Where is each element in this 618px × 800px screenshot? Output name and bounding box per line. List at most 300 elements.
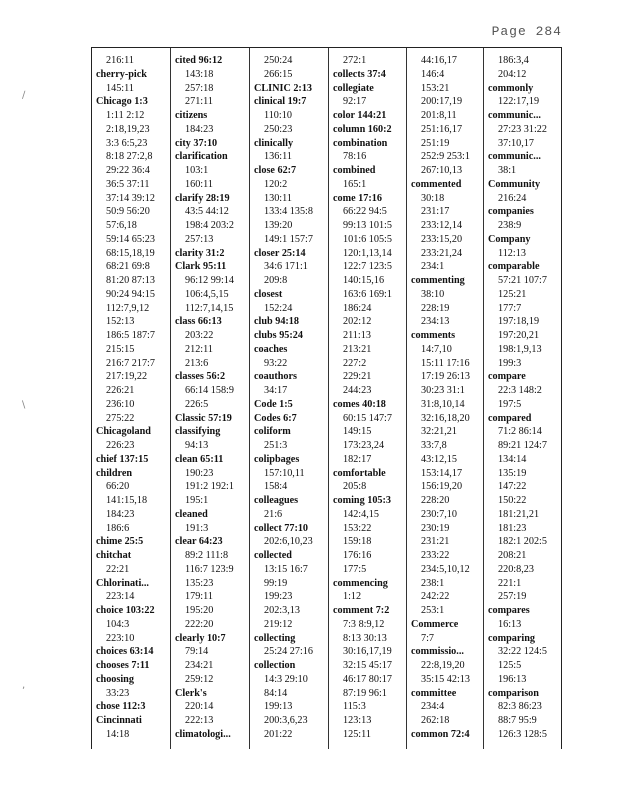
index-reference: 133:4 135:8 — [264, 206, 313, 218]
index-reference: 234:4 — [421, 701, 445, 713]
index-term: combination — [333, 137, 388, 149]
index-reference: 226:5 — [185, 398, 209, 410]
index-reference: 115:3 — [343, 701, 366, 713]
index-term: common 72:4 — [411, 728, 470, 740]
index-reference: 233:21,24 — [421, 247, 463, 259]
index-term: clarification — [175, 151, 228, 163]
index-reference: 173:23,24 — [343, 440, 385, 451]
index-reference: 250:24 — [264, 55, 293, 66]
index-reference: 216:11 — [106, 55, 134, 66]
index-reference: 259:12 — [185, 673, 214, 685]
index-reference: 262:18 — [421, 715, 450, 726]
index-reference: 208:21 — [498, 550, 527, 561]
index-reference: 7:3 8:9,12 — [343, 618, 385, 630]
index-reference: 209:8 — [264, 275, 288, 286]
index-term: come 17:16 — [333, 192, 382, 204]
index-reference: 216:24 — [498, 192, 527, 204]
index-reference: 226:23 — [106, 440, 135, 451]
index-reference: 135:23 — [185, 577, 214, 589]
index-reference: 257:19 — [498, 591, 527, 603]
index-term: chooses 7:11 — [96, 660, 150, 671]
index-reference: 66:14 158:9 — [185, 385, 234, 396]
index-reference: 231:21 — [421, 536, 450, 548]
index-term: chief 137:15 — [96, 453, 149, 465]
index-reference: 35:15 42:13 — [421, 673, 470, 685]
index-reference: 38:10 — [421, 288, 445, 300]
index-reference: 242:22 — [421, 591, 450, 603]
index-reference: 15:11 17:16 — [421, 357, 470, 369]
index-term: commented — [411, 178, 462, 190]
index-reference: 66:22 94:5 — [343, 206, 387, 218]
index-reference: 112:7,9,12 — [106, 302, 150, 314]
index-reference: 14:18 — [106, 728, 130, 740]
index-reference: 123:13 — [343, 715, 372, 726]
index-term: colleagues — [254, 495, 299, 506]
index-reference: 199:13 — [264, 701, 293, 713]
index-reference: 197:20,21 — [498, 330, 540, 341]
index-reference: 145:11 — [106, 82, 134, 94]
index-reference: 250:23 — [264, 123, 293, 135]
index-reference: 147:22 — [498, 481, 527, 493]
index-reference: 104:3 — [106, 618, 130, 630]
index-column — [407, 54, 483, 748]
index-reference: 3:3 6:5,23 — [106, 137, 148, 149]
index-reference: 231:17 — [421, 206, 450, 218]
index-term: commonly — [488, 82, 534, 94]
index-column — [484, 54, 561, 748]
index-reference: 266:15 — [264, 68, 293, 80]
index-reference: 46:17 80:17 — [343, 673, 392, 685]
index-reference: 205:8 — [343, 481, 367, 493]
index-reference: 201:8,11 — [421, 110, 457, 121]
index-term: close 62:7 — [254, 165, 297, 176]
index-reference: 227:2 — [343, 357, 367, 369]
index-term: class 66:13 — [175, 316, 222, 328]
index-reference: 221:1 — [498, 577, 522, 589]
index-term: compares — [488, 605, 530, 616]
index-reference: 222:20 — [185, 618, 214, 630]
index-reference: 198:4 203:2 — [185, 220, 234, 231]
index-term: Code 1:5 — [254, 398, 293, 410]
index-reference: 78:16 — [343, 151, 367, 163]
index-reference: 143:18 — [185, 68, 214, 80]
index-term: cleaned — [175, 508, 208, 520]
margin-mark: , — [22, 680, 26, 691]
index-term: Chicago 1:3 — [96, 96, 148, 108]
index-reference: 88:7 95:9 — [498, 715, 537, 726]
margin-mark: ∖ — [20, 400, 27, 411]
index-reference: 87:19 96:1 — [343, 687, 387, 699]
index-reference: 219:12 — [264, 618, 293, 630]
index-reference: 165:1 — [343, 178, 367, 190]
index-reference: 71:2 86:14 — [498, 426, 542, 438]
index-reference: 110:10 — [264, 110, 292, 121]
index-reference: 251:19 — [421, 137, 450, 149]
index-reference: 253:1 — [421, 605, 445, 616]
index-reference: 195:1 — [185, 495, 209, 506]
index-reference: 122:17,19 — [498, 96, 540, 108]
index-reference: 13:15 16:7 — [264, 563, 308, 575]
index-reference: 200:17,19 — [421, 96, 463, 108]
index-term: closest — [254, 288, 283, 300]
index-term: combined — [333, 165, 376, 176]
index-column — [171, 54, 249, 748]
index-reference: 257:13 — [185, 233, 214, 245]
index-term: classifying — [175, 426, 221, 438]
index-reference: 44:16,17 — [421, 55, 457, 66]
index-reference: 22:3 148:2 — [498, 385, 542, 396]
index-reference: 191:2 192:1 — [185, 481, 234, 493]
index-reference: 191:3 — [185, 522, 209, 534]
index-reference: 226:21 — [106, 385, 135, 396]
index-reference: 202:12 — [343, 316, 372, 328]
index-reference: 30:16,17,19 — [343, 646, 392, 658]
index-reference: 176:16 — [343, 550, 372, 561]
index-reference: 230:7,10 — [421, 508, 457, 520]
index-reference: 216:7 217:7 — [106, 357, 155, 369]
index-reference: 139:20 — [264, 220, 293, 231]
index-reference: 158:4 — [264, 481, 288, 493]
index-reference: 198:1,9,13 — [498, 343, 542, 355]
index-term: collegiate — [333, 82, 374, 94]
index-reference: 233:22 — [421, 550, 450, 561]
index-reference: 122:7 123:5 — [343, 261, 392, 273]
index-reference: 213:6 — [185, 357, 209, 369]
index-term: choices 63:14 — [96, 646, 154, 658]
index-term: compared — [488, 412, 532, 424]
index-column — [92, 54, 170, 748]
index-reference: 203:22 — [185, 330, 214, 341]
index-reference: 33:7,8 — [421, 440, 447, 451]
index-reference: 153:21 — [421, 82, 450, 94]
index-reference: 182:17 — [343, 453, 372, 465]
index-reference: 238:9 — [498, 220, 522, 231]
index-term: communic... — [488, 151, 541, 163]
index-term: chime 25:5 — [96, 536, 144, 548]
index-reference: 50:9 56:20 — [106, 206, 150, 218]
index-reference: 1:12 — [343, 591, 362, 603]
index-reference: 31:8,10,14 — [421, 398, 465, 410]
index-reference: 116:7 123:9 — [185, 563, 234, 575]
index-reference: 37:10,17 — [498, 137, 534, 149]
index-reference: 197:18,19 — [498, 316, 540, 328]
index-reference: 38:1 — [498, 165, 517, 176]
index-reference: 106:4,5,15 — [185, 288, 229, 300]
index-reference: 60:15 147:7 — [343, 412, 392, 424]
index-reference: 272:1 — [343, 55, 367, 66]
index-reference: 267:10,13 — [421, 165, 463, 176]
index-reference: 125:5 — [498, 660, 522, 671]
index-reference: 271:11 — [185, 96, 213, 108]
index-reference: 200:3,6,23 — [264, 715, 308, 726]
index-reference: 2:18,19,23 — [106, 123, 150, 135]
index-term: color 144:21 — [333, 110, 387, 121]
index-term: comparison — [488, 687, 539, 699]
index-term: city 37:10 — [175, 137, 218, 149]
index-term: coming 105:3 — [333, 495, 392, 506]
index-reference: 37:14 39:12 — [106, 192, 155, 204]
index-reference: 220:8,23 — [498, 563, 534, 575]
index-reference: 22:21 — [106, 563, 130, 575]
index-term: Classic 57:19 — [175, 412, 232, 424]
index-reference: 34:6 171:1 — [264, 261, 308, 273]
index-term: clubs 95:24 — [254, 330, 303, 341]
index-reference: 186:6 — [106, 522, 130, 534]
margin-mark: ∕ — [22, 90, 26, 101]
index-term: comment 7:2 — [333, 605, 390, 616]
index-term: choice 103:22 — [96, 605, 155, 616]
index-term: comments — [411, 330, 456, 341]
index-term: communic... — [488, 110, 541, 121]
index-term: citizens — [175, 110, 208, 121]
index-term: Chicagoland — [96, 426, 151, 438]
index-reference: 234:13 — [421, 316, 450, 328]
index-column — [329, 54, 406, 748]
index-reference: 233:12,14 — [421, 220, 463, 231]
index-term: clear 64:23 — [175, 536, 223, 548]
index-reference: 17:19 26:13 — [421, 371, 470, 383]
index-term: Codes 6:7 — [254, 412, 297, 424]
index-term: cherry-pick — [96, 68, 147, 80]
index-term: Clark 95:11 — [175, 261, 227, 273]
index-reference: 30:23 31:1 — [421, 385, 465, 396]
index-reference: 149:1 157:7 — [264, 233, 313, 245]
index-term: collection — [254, 660, 296, 671]
index-reference: 57:6,18 — [106, 220, 137, 231]
index-reference: 190:23 — [185, 467, 214, 479]
index-reference: 181:21,21 — [498, 508, 540, 520]
index-term: clinically — [254, 137, 294, 149]
index-reference: 43:5 44:12 — [185, 206, 229, 218]
page-number: Page 284 — [491, 24, 562, 39]
index-reference: 186:5 187:7 — [106, 330, 155, 341]
index-reference: 251:16,17 — [421, 123, 463, 135]
index-term: closer 25:14 — [254, 247, 306, 259]
index-reference: 79:14 — [185, 646, 209, 658]
index-reference: 159:18 — [343, 536, 372, 548]
index-term: coauthors — [254, 371, 298, 383]
index-reference: 103:1 — [185, 165, 209, 176]
index-reference: 153:14,17 — [421, 467, 463, 479]
index-term: coaches — [254, 343, 288, 355]
index-reference: 1:11 2:12 — [106, 110, 145, 121]
index-reference: 94:13 — [185, 440, 209, 451]
index-term: Chlorinati... — [96, 577, 149, 589]
index-reference: 81:20 87:13 — [106, 275, 155, 286]
index-reference: 244:23 — [343, 385, 372, 396]
index-reference: 204:12 — [498, 68, 527, 80]
index-term: comes 40:18 — [333, 398, 386, 410]
index-term: Cincinnati — [96, 715, 142, 726]
index-reference: 179:11 — [185, 591, 213, 603]
index-reference: 201:22 — [264, 728, 293, 740]
index-reference: 130:11 — [264, 192, 292, 204]
index-reference: 16:13 — [498, 618, 522, 630]
index-term: companies — [488, 206, 534, 218]
index-term: choosing — [96, 673, 134, 685]
index-term: comparing — [488, 632, 535, 644]
index-reference: 92:17 — [343, 96, 367, 108]
index-reference: 152:24 — [264, 302, 293, 314]
index-reference: 223:14 — [106, 591, 135, 603]
index-reference: 217:19,22 — [106, 371, 148, 383]
index-reference: 202:6,10,23 — [264, 536, 313, 548]
index-reference: 160:11 — [185, 178, 213, 190]
index-reference: 177:5 — [343, 563, 367, 575]
index-reference: 68:15,18,19 — [106, 247, 155, 259]
index-term: club 94:18 — [254, 316, 299, 328]
index-reference: 136:11 — [264, 151, 292, 163]
index-reference: 177:7 — [498, 302, 522, 314]
index-reference: 199:23 — [264, 591, 293, 603]
index-term: collect 77:10 — [254, 522, 309, 534]
index-term: commencing — [333, 577, 388, 589]
index-reference: 220:14 — [185, 701, 214, 713]
index-reference: 93:22 — [264, 357, 288, 369]
index-term: chitchat — [96, 550, 132, 561]
index-reference: 182:1 202:5 — [498, 536, 547, 548]
index-term: clarify 28:19 — [175, 192, 230, 204]
index-term: cited 96:12 — [175, 55, 223, 66]
index-term: clean 65:11 — [175, 453, 224, 465]
index-reference: 32:21,21 — [421, 426, 457, 438]
index-reference: 186:24 — [343, 302, 372, 314]
index-reference: 252:9 253:1 — [421, 151, 470, 163]
index-reference: 238:1 — [421, 577, 445, 589]
index-term: commissio... — [411, 646, 464, 658]
index-term: collecting — [254, 632, 296, 644]
word-index-frame — [91, 47, 562, 749]
index-reference: 223:10 — [106, 632, 135, 644]
index-reference: 34:17 — [264, 385, 288, 396]
index-reference: 120:1,13,14 — [343, 247, 392, 259]
index-reference: 30:18 — [421, 192, 445, 204]
index-reference: 233:15,20 — [421, 233, 463, 245]
index-reference: 211:13 — [343, 330, 371, 341]
index-term: Company — [488, 233, 531, 245]
index-reference: 14:7,10 — [421, 343, 452, 355]
index-reference: 96:12 99:14 — [185, 275, 234, 286]
index-reference: 99:19 — [264, 577, 288, 589]
index-reference: 36:5 37:11 — [106, 178, 150, 190]
index-reference: 234:21 — [185, 660, 214, 671]
index-reference: 32:22 124:5 — [498, 646, 547, 658]
index-reference: 153:22 — [343, 522, 372, 534]
index-reference: 125:21 — [498, 288, 527, 300]
index-reference: 120:2 — [264, 178, 288, 190]
index-reference: 234:1 — [421, 261, 445, 273]
index-reference: 234:5,10,12 — [421, 563, 470, 575]
index-reference: 33:23 — [106, 687, 130, 699]
index-reference: 257:18 — [185, 82, 214, 94]
index-term: commenting — [411, 275, 465, 286]
index-reference: 195:20 — [185, 605, 214, 616]
index-reference: 141:15,18 — [106, 495, 148, 506]
index-column — [250, 54, 328, 748]
index-reference: 90:24 94:15 — [106, 288, 155, 300]
index-reference: 112:13 — [498, 247, 526, 259]
index-reference: 150:22 — [498, 495, 527, 506]
index-reference: 135:19 — [498, 467, 527, 479]
index-reference: 199:3 — [498, 357, 522, 369]
index-reference: 84:14 — [264, 687, 288, 699]
index-reference: 125:11 — [343, 728, 371, 740]
index-term: coliform — [254, 426, 291, 438]
index-reference: 66:20 — [106, 481, 130, 493]
index-reference: 212:11 — [185, 343, 213, 355]
index-reference: 222:13 — [185, 715, 214, 726]
index-term: compare — [488, 371, 526, 383]
index-reference: 202:3,13 — [264, 605, 300, 616]
index-reference: 126:3 128:5 — [498, 728, 547, 740]
index-reference: 215:15 — [106, 343, 135, 355]
index-reference: 140:15,16 — [343, 275, 385, 286]
index-reference: 8:13 30:13 — [343, 632, 387, 644]
index-reference: 22:8,19,20 — [421, 660, 465, 671]
index-term: clarity 31:2 — [175, 247, 225, 259]
index-reference: 157:10,11 — [264, 467, 305, 479]
index-reference: 196:13 — [498, 673, 527, 685]
index-reference: 68:21 69:8 — [106, 261, 150, 273]
index-term: comparable — [488, 261, 540, 273]
index-reference: 229:21 — [343, 371, 372, 383]
index-term: chose 112:3 — [96, 701, 146, 713]
index-reference: 32:16,18,20 — [421, 412, 470, 424]
index-reference: 163:6 169:1 — [343, 288, 392, 300]
index-reference: 181:23 — [498, 522, 527, 534]
index-reference: 14:3 29:10 — [264, 673, 308, 685]
index-term: clinical 19:7 — [254, 96, 307, 108]
index-term: children — [96, 467, 133, 479]
index-reference: 89:21 124:7 — [498, 440, 547, 451]
index-reference: 228:19 — [421, 302, 450, 314]
index-reference: 27:23 31:22 — [498, 123, 547, 135]
index-term: Community — [488, 178, 541, 190]
index-term: committee — [411, 687, 457, 699]
index-term: colipbages — [254, 453, 300, 465]
index-reference: 7:7 — [421, 632, 435, 644]
index-reference: 251:3 — [264, 440, 288, 451]
index-reference: 57:21 107:7 — [498, 275, 547, 286]
index-reference: 186:3,4 — [498, 55, 529, 66]
index-reference: 25:24 27:16 — [264, 646, 313, 658]
index-term: Commerce — [411, 618, 459, 630]
index-reference: 146:4 — [421, 68, 445, 80]
index-term: CLINIC 2:13 — [254, 82, 313, 94]
index-reference: 236:10 — [106, 398, 135, 410]
index-term: collects 37:4 — [333, 68, 386, 80]
index-reference: 89:2 111:8 — [185, 550, 229, 561]
index-term: collected — [254, 550, 292, 561]
index-reference: 8:18 27:2,8 — [106, 151, 153, 163]
index-reference: 230:19 — [421, 522, 450, 534]
index-reference: 184:23 — [185, 123, 214, 135]
index-term: column 160:2 — [333, 123, 392, 135]
index-reference: 99:13 101:5 — [343, 220, 392, 231]
index-reference: 152:13 — [106, 316, 135, 328]
index-reference: 21:6 — [264, 508, 283, 520]
index-term: climatologi... — [175, 728, 231, 740]
index-reference: 213:21 — [343, 343, 372, 355]
index-reference: 29:22 36:4 — [106, 165, 150, 176]
index-reference: 197:5 — [498, 398, 522, 410]
index-reference: 142:4,15 — [343, 508, 379, 520]
index-reference: 101:6 105:5 — [343, 233, 392, 245]
index-reference: 82:3 86:23 — [498, 701, 542, 713]
index-term: comfortable — [333, 467, 386, 479]
index-term: Clerk's — [175, 687, 207, 699]
index-reference: 275:22 — [106, 412, 135, 424]
